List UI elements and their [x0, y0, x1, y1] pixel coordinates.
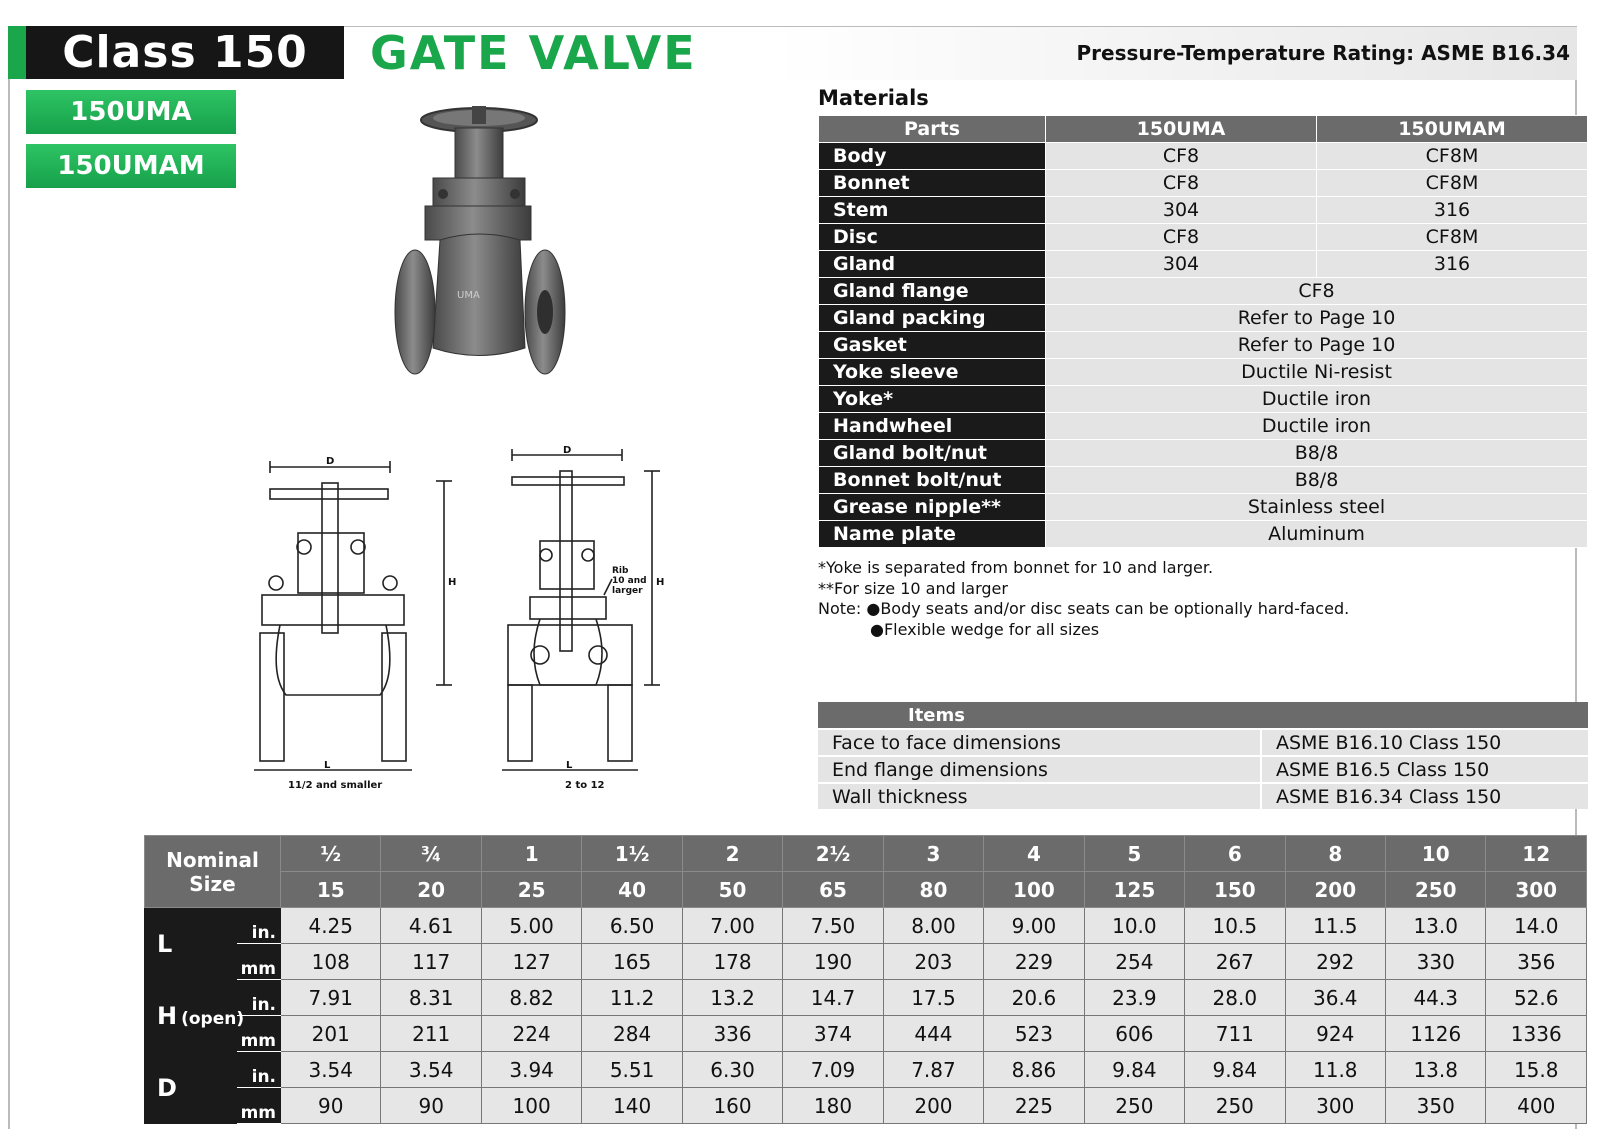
- size-inch: 6: [1185, 836, 1285, 872]
- unit-inch: in.: [237, 1052, 281, 1088]
- dim-value-inch: 6.30: [682, 1052, 782, 1088]
- material-part: Disc: [819, 224, 1046, 251]
- dim-value-mm: 267: [1185, 944, 1285, 980]
- material-common: Refer to Page 10: [1046, 305, 1588, 332]
- standard-item: Face to face dimensions: [818, 729, 1261, 756]
- nominal-label-1: Nominal: [166, 847, 259, 872]
- dim-value-inch: 8.00: [883, 908, 983, 944]
- unit-mm: mm: [237, 944, 281, 980]
- model-badge-150umam: 150UMAM: [26, 144, 236, 188]
- dim-value-inch: 3.94: [481, 1052, 581, 1088]
- dim-value-inch: 3.54: [281, 1052, 381, 1088]
- dim-value-mm: 400: [1486, 1088, 1587, 1124]
- dim-value-mm: 165: [582, 944, 682, 980]
- class-label: Class 150: [26, 26, 344, 79]
- dim-row-in: [145, 1052, 1587, 1088]
- material-part: Bonnet bolt/nut: [819, 467, 1046, 494]
- dim-value-inch: 13.8: [1386, 1052, 1486, 1088]
- left-d-label: D: [326, 456, 335, 467]
- dim-value-inch: 7.87: [883, 1052, 983, 1088]
- dim-value-mm: 1126: [1386, 1016, 1486, 1052]
- standard-row: [818, 756, 1588, 783]
- size-mm: 100: [984, 872, 1084, 908]
- unit-mm: mm: [237, 1088, 281, 1124]
- dim-value-mm: 330: [1386, 944, 1486, 980]
- material-row: [819, 440, 1588, 467]
- standard-value: ASME B16.5 Class 150: [1261, 756, 1588, 783]
- dim-value-mm: 211: [381, 1016, 481, 1052]
- notes: [818, 558, 1349, 640]
- dim-value-mm: 606: [1084, 1016, 1184, 1052]
- material-common: CF8: [1046, 278, 1588, 305]
- dim-value-inch: 23.9: [1084, 980, 1184, 1016]
- material-150uma: CF8: [1046, 224, 1317, 251]
- dim-value-mm: 374: [783, 1016, 883, 1052]
- right-drawing-caption: 2 to 12: [565, 780, 605, 791]
- dim-value-inch: 8.86: [984, 1052, 1084, 1088]
- rib-note-2: 10 and: [612, 576, 647, 586]
- dim-value-inch: 11.5: [1285, 908, 1385, 944]
- dim-value-inch: 44.3: [1386, 980, 1486, 1016]
- material-row: [819, 170, 1588, 197]
- dim-value-inch: 10.5: [1185, 908, 1285, 944]
- material-common: Ductile Ni-resist: [1046, 359, 1588, 386]
- dim-value-mm: 108: [281, 944, 381, 980]
- material-row: [819, 143, 1588, 170]
- bullet-icon: ●: [870, 619, 884, 639]
- dimensions-body: [145, 836, 1587, 1124]
- dim-row-mm: [145, 1016, 1587, 1052]
- standard-row: [818, 783, 1588, 809]
- material-part: Gland flange: [819, 278, 1046, 305]
- dim-value-mm: 711: [1185, 1016, 1285, 1052]
- dim-value-inch: 52.6: [1486, 980, 1587, 1016]
- standards-body: [818, 729, 1588, 809]
- material-row: [819, 278, 1588, 305]
- material-part: Handwheel: [819, 413, 1046, 440]
- left-h-label: H: [448, 577, 457, 588]
- size-mm: 125: [1084, 872, 1184, 908]
- dim-value-mm: 292: [1285, 944, 1385, 980]
- material-row: [819, 251, 1588, 278]
- dim-value-mm: 200: [883, 1088, 983, 1124]
- nominal-size-label: [145, 836, 281, 908]
- materials-title: Materials: [818, 86, 929, 110]
- material-row: [819, 332, 1588, 359]
- dim-label: [145, 980, 245, 1052]
- size-mm: 50: [682, 872, 782, 908]
- valve-photo: [385, 98, 575, 398]
- material-150umam: 316: [1317, 251, 1588, 278]
- size-mm: 250: [1386, 872, 1486, 908]
- dim-value-inch: 3.54: [381, 1052, 481, 1088]
- material-part: Yoke sleeve: [819, 359, 1046, 386]
- dim-value-inch: 14.0: [1486, 908, 1587, 944]
- standard-value: ASME B16.10 Class 150: [1261, 729, 1588, 756]
- size-mm: 150: [1185, 872, 1285, 908]
- dim-row-in: [145, 908, 1587, 944]
- size-inch: 12: [1486, 836, 1587, 872]
- dim-value-mm: 300: [1285, 1088, 1385, 1124]
- material-row: [819, 494, 1588, 521]
- dim-value-mm: 284: [582, 1016, 682, 1052]
- material-common: B8/8: [1046, 467, 1588, 494]
- dim-value-inch: 11.8: [1285, 1052, 1385, 1088]
- dim-value-inch: 28.0: [1185, 980, 1285, 1016]
- dim-value-inch: 5.51: [582, 1052, 682, 1088]
- material-part: Name plate: [819, 521, 1046, 548]
- dim-label-main: D: [157, 1073, 177, 1102]
- size-inch: ¾: [381, 836, 481, 872]
- size-inch: 2½: [783, 836, 883, 872]
- dim-value-mm: 203: [883, 944, 983, 980]
- size-inch: 4: [984, 836, 1084, 872]
- dim-value-inch: 13.2: [682, 980, 782, 1016]
- dim-value-mm: 229: [984, 944, 1084, 980]
- material-row: [819, 305, 1588, 332]
- standard-item: End flange dimensions: [818, 756, 1261, 783]
- material-150umam: CF8M: [1317, 170, 1588, 197]
- material-150umam: CF8M: [1317, 143, 1588, 170]
- dim-value-inch: 13.0: [1386, 908, 1486, 944]
- dim-value-inch: 7.00: [682, 908, 782, 944]
- dim-value-inch: 20.6: [984, 980, 1084, 1016]
- size-mm: 80: [883, 872, 983, 908]
- material-150uma: 304: [1046, 251, 1317, 278]
- dim-value-mm: 160: [682, 1088, 782, 1124]
- dim-row-mm: [145, 1088, 1587, 1124]
- materials-table: [818, 115, 1588, 548]
- material-part: Grease nipple**: [819, 494, 1046, 521]
- dim-value-mm: 127: [481, 944, 581, 980]
- unit-inch: in.: [237, 980, 281, 1016]
- product-title: GATE VALVE: [370, 25, 697, 80]
- material-row: [819, 224, 1588, 251]
- size-inch: 1: [481, 836, 581, 872]
- dim-value-inch: 14.7: [783, 980, 883, 1016]
- dim-value-mm: 250: [1185, 1088, 1285, 1124]
- dim-value-inch: 11.2: [582, 980, 682, 1016]
- material-part: Gasket: [819, 332, 1046, 359]
- dim-value-mm: 117: [381, 944, 481, 980]
- dim-value-mm: 254: [1084, 944, 1184, 980]
- dim-value-mm: 100: [481, 1088, 581, 1124]
- material-part: Gland packing: [819, 305, 1046, 332]
- dim-label-main: L: [157, 929, 173, 958]
- header-accent: [8, 26, 26, 79]
- right-h-label: H: [656, 577, 665, 588]
- material-part: Body: [819, 143, 1046, 170]
- size-mm: 200: [1285, 872, 1385, 908]
- material-part: Yoke*: [819, 386, 1046, 413]
- materials-header-row: [819, 116, 1588, 143]
- size-inch: 5: [1084, 836, 1184, 872]
- note-wedge: ●Flexible wedge for all sizes: [870, 619, 1100, 639]
- material-150uma: 304: [1046, 197, 1317, 224]
- standards-table: [818, 702, 1588, 809]
- dim-value-mm: 444: [883, 1016, 983, 1052]
- nominal-label-2: Size: [189, 871, 236, 896]
- size-row-inch: [145, 836, 1587, 872]
- material-part: Gland: [819, 251, 1046, 278]
- material-row: [819, 386, 1588, 413]
- dim-value-inch: 15.8: [1486, 1052, 1587, 1088]
- right-d-label: D: [563, 445, 572, 456]
- material-150umam: CF8M: [1317, 224, 1588, 251]
- dim-value-mm: 356: [1486, 944, 1587, 980]
- dim-value-mm: 190: [783, 944, 883, 980]
- dim-value-inch: 4.25: [281, 908, 381, 944]
- dim-value-inch: 7.50: [783, 908, 883, 944]
- bullet-icon: ●: [866, 599, 881, 618]
- items-header: Items: [818, 702, 1588, 729]
- header-150umam: 150UMAM: [1317, 116, 1588, 143]
- standard-value: ASME B16.34 Class 150: [1261, 783, 1588, 809]
- size-inch: 10: [1386, 836, 1486, 872]
- header-150uma: 150UMA: [1046, 116, 1317, 143]
- dim-value-inch: 7.91: [281, 980, 381, 1016]
- material-part: Stem: [819, 197, 1046, 224]
- unit-mm: mm: [237, 1016, 281, 1052]
- material-150umam: 316: [1317, 197, 1588, 224]
- dim-value-mm: 180: [783, 1088, 883, 1124]
- dim-value-inch: 9.84: [1084, 1052, 1184, 1088]
- valve-drawings: [240, 445, 670, 800]
- dim-value-inch: 9.00: [984, 908, 1084, 944]
- materials-body: [819, 143, 1588, 548]
- dim-value-inch: 36.4: [1285, 980, 1385, 1016]
- size-inch: ½: [281, 836, 381, 872]
- dim-value-mm: 250: [1084, 1088, 1184, 1124]
- dim-value-inch: 4.61: [381, 908, 481, 944]
- material-150uma: CF8: [1046, 143, 1317, 170]
- dim-value-inch: 8.31: [381, 980, 481, 1016]
- size-mm: 65: [783, 872, 883, 908]
- rib-note-1: Rib: [612, 566, 629, 576]
- material-common: Ductile iron: [1046, 413, 1588, 440]
- size-inch: 1½: [582, 836, 682, 872]
- dim-value-inch: 8.82: [481, 980, 581, 1016]
- material-row: [819, 467, 1588, 494]
- note-grease: **For size 10 and larger: [818, 578, 1008, 598]
- size-inch: 3: [883, 836, 983, 872]
- dim-value-inch: 9.84: [1185, 1052, 1285, 1088]
- material-150uma: CF8: [1046, 170, 1317, 197]
- note-yoke: *Yoke is separated from bonnet for 10 and larger.: [818, 558, 1214, 577]
- size-mm: 25: [481, 872, 581, 908]
- size-inch: 2: [682, 836, 782, 872]
- size-inch: 8: [1285, 836, 1385, 872]
- dim-value-mm: 201: [281, 1016, 381, 1052]
- standard-item: Wall thickness: [818, 783, 1261, 809]
- material-common: Ductile iron: [1046, 386, 1588, 413]
- material-common: Refer to Page 10: [1046, 332, 1588, 359]
- material-part: Bonnet: [819, 170, 1046, 197]
- dim-row-in: [145, 980, 1587, 1016]
- left-drawing-caption: 11/2 and smaller: [288, 780, 383, 791]
- size-mm: 15: [281, 872, 381, 908]
- material-row: [819, 521, 1588, 548]
- dim-value-mm: 90: [281, 1088, 381, 1124]
- dim-value-inch: 17.5: [883, 980, 983, 1016]
- left-l-label: L: [324, 760, 331, 771]
- dim-value-mm: 523: [984, 1016, 1084, 1052]
- material-common: Aluminum: [1046, 521, 1588, 548]
- svg-text:UMA: UMA: [457, 290, 480, 301]
- model-badge-150uma: 150UMA: [26, 90, 236, 134]
- right-l-label: L: [566, 760, 573, 771]
- dimensions-table: [144, 835, 1587, 1124]
- dim-value-mm: 924: [1285, 1016, 1385, 1052]
- dim-value-mm: 225: [984, 1088, 1084, 1124]
- dim-value-inch: 5.00: [481, 908, 581, 944]
- dim-label-main: H: [157, 1001, 178, 1030]
- size-mm: 20: [381, 872, 481, 908]
- dim-value-mm: 90: [381, 1088, 481, 1124]
- size-mm: 40: [582, 872, 682, 908]
- dim-label: [145, 1052, 237, 1124]
- dim-value-inch: 7.09: [783, 1052, 883, 1088]
- rating-text: Pressure-Temperature Rating: ASME B16.34: [1076, 40, 1570, 65]
- dim-value-mm: 224: [481, 1016, 581, 1052]
- material-row: [819, 197, 1588, 224]
- size-row-mm: [145, 872, 1587, 908]
- dim-value-inch: 10.0: [1084, 908, 1184, 944]
- standard-row: [818, 729, 1588, 756]
- dim-row-mm: [145, 944, 1587, 980]
- dim-value-mm: 178: [682, 944, 782, 980]
- unit-inch: in.: [237, 908, 281, 944]
- frame-left-border: [8, 26, 10, 1129]
- size-mm: 300: [1486, 872, 1587, 908]
- material-row: [819, 359, 1588, 386]
- dim-value-mm: 336: [682, 1016, 782, 1052]
- material-common: B8/8: [1046, 440, 1588, 467]
- material-common: Stainless steel: [1046, 494, 1588, 521]
- note-prefix: Note:: [818, 599, 862, 618]
- dim-label: [145, 908, 237, 980]
- dim-value-mm: 350: [1386, 1088, 1486, 1124]
- dim-label-sub: (open): [181, 1008, 245, 1029]
- rib-note-3: larger: [612, 586, 643, 596]
- note-hardfaced: Note: ●Body seats and/or disc seats can be optionally hard-faced.: [818, 599, 1350, 618]
- material-part: Gland bolt/nut: [819, 440, 1046, 467]
- dim-value-inch: 6.50: [582, 908, 682, 944]
- dim-value-mm: 1336: [1486, 1016, 1587, 1052]
- dim-value-mm: 140: [582, 1088, 682, 1124]
- header-parts: Parts: [819, 116, 1046, 143]
- material-row: [819, 413, 1588, 440]
